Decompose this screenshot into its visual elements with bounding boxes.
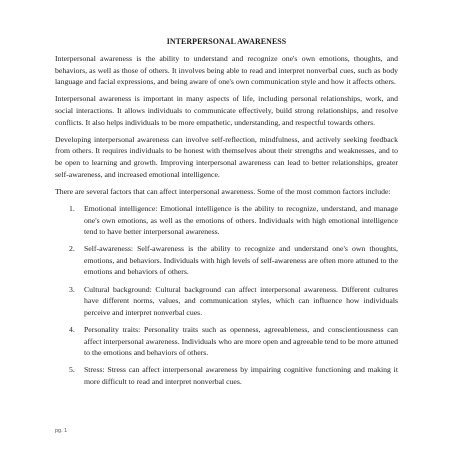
list-item-text: Emotional intelligence: Emotional intelligence is the ability to recognize, understand, and manage one's own emotions, as well as the emotions of others. Individuals with high emotional intelligence tend to have better interpersonal awareness.: [84, 203, 398, 237]
paragraph-development: Developing interpersonal awareness can involve self-reflection, mindfulness, and actively seeking feedback from others. It requires individuals to be honest with themselves about their strengths and weaknesses, and to be open to learning and growth. Improving interpersonal awareness can lead to better relationships, greater self-awareness, and increased emotional intelligence.: [55, 134, 398, 179]
list-item-number: 1.: [69, 203, 75, 213]
list-item: [55, 284, 398, 319]
list-item: [55, 203, 398, 238]
list-item-number: 5.: [69, 365, 75, 375]
document-body: [55, 37, 398, 393]
paragraph-definition: Interpersonal awareness is the ability to understand and recognize one's own emotions, thoughts, and behaviors, as well as those of others. It involves being able to read and interpret nonverbal cues, such as body language and facial expressions, and being aware of one's own communication style and how it affects others.: [55, 54, 398, 87]
list-item-text: Personality traits: Personality traits such as openness, agreeableness, and conscientiousness can affect interpersonal awareness. Individuals who are more open and agreeable tend to be more attuned to the emotions and behaviors of others.: [84, 325, 398, 358]
paragraph-factors-intro: There are several factors that can affect interpersonal awareness. Some of the most common factors include:: [55, 186, 391, 196]
list-item: [55, 324, 398, 359]
list-item-text: Stress: Stress can affect interpersonal awareness by impairing cognitive functioning and making it more difficult to read and interpret nonverbal cues.: [84, 365, 398, 386]
page-number: pg. 1: [55, 428, 68, 434]
list-item-number: 4.: [69, 325, 75, 335]
factors-list: [55, 203, 398, 388]
list-item: [55, 243, 398, 278]
list-item: [55, 364, 398, 387]
paragraph-importance: Interpersonal awareness is important in many aspects of life, including personal relationships, work, and social interactions. It allows individuals to communicate effectively, build strong relationships, and resolve conflicts. It also helps individuals to be more empathetic, understanding, and respectful towards others.: [55, 94, 398, 127]
list-item-text: Cultural background: Cultural background can affect interpersonal awareness. Different cultures have different norms, values, and communication styles, which can influence how individuals perceive and interpret nonverbal cues.: [84, 284, 398, 317]
list-item-number: 2.: [69, 244, 75, 254]
list-item-number: 3.: [69, 284, 75, 294]
list-item-text: Self-awareness: Self-awareness is the ability to recognize and understand one's own thoughts, emotions, and behaviors. Individuals with high levels of self-awareness are often more attuned to the emotions and behaviors of others.: [84, 244, 398, 277]
document-title: INTERPERSONAL AWARENESS: [166, 37, 287, 46]
